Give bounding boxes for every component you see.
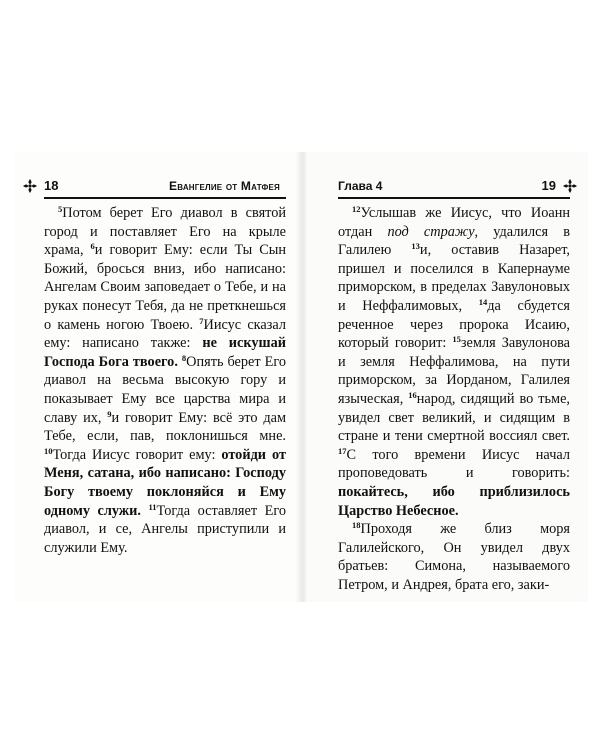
right-page-body (338, 204, 570, 594)
page-number: 18 (44, 178, 59, 193)
verse-text: да сбудется реченное через пророка Исаию, который говорит: (338, 297, 570, 352)
verse-number: 7 (199, 315, 204, 326)
verse-number: 9 (107, 408, 112, 419)
paragraph (44, 204, 286, 557)
verse-number: 6 (90, 241, 95, 252)
verse-text: Тогда оставляет Его диавол, и се, Ангелы приступили и служили Ему. (44, 502, 286, 556)
verse-text: Услышав же Иисус, что Иоанн отдан (338, 205, 570, 240)
verse-text: Проходя же близ моря Галилейского, Он увидел двух братьев: Симона, называемого Петром, и Андрея, брата его, заки- (338, 521, 570, 593)
right-page (306, 152, 588, 602)
header-rule (44, 197, 286, 199)
page-number: 19 (541, 178, 556, 193)
verse-number: 15 (452, 334, 461, 345)
header-rule (338, 197, 570, 199)
running-title: Глава 4 (338, 179, 383, 193)
verse-number: 17 (338, 445, 347, 456)
verse-emphasis: отойди от Меня, сатана, ибо написано: Господу Богу твоему поклоняйся и Ему одному служи. (44, 446, 286, 519)
verse-text: и говорит Ему: если Ты Сын Божий, бросься вниз, ибо написано: Ангелам Своим заповедает о Тебе, и на руках понесут Тебя, да не преткнешься о камень ногою Твоею. (44, 242, 286, 333)
verse-number: 11 (148, 501, 157, 512)
verse-number: 18 (352, 520, 361, 531)
verse-text: Потом берет Его диавол в святой город и поставляет Его на крыле храма, (44, 205, 286, 259)
verse-text: Тогда Иисус говорит ему: (52, 446, 222, 463)
verse-number: 8 (181, 352, 187, 363)
verse-number: 10 (44, 445, 53, 456)
verse-text: Опять берет Его диавол на весьма высокую гору и показывает Ему все царства мира и славу их, (44, 353, 287, 426)
verse-number: 13 (411, 241, 420, 252)
verse-text: народ, сидящий во тьме, увидел свет великий, и сидящим в стране и тени смертной воссиял свет. (338, 390, 570, 445)
book-spread (0, 152, 600, 602)
verse-text: и говорит Ему: всё это дам Тебе, если, пав, поклонишься мне. (44, 409, 286, 445)
verse-number: 12 (352, 204, 361, 214)
verse-text: Иисус сказал ему: написано также: (44, 316, 286, 352)
verse-text: и, оставив Назарет, пришел и поселился в Капернауме приморском, в пределах Завулоновых и Неффалимовых, (338, 242, 570, 314)
paragraph (338, 204, 570, 520)
left-page (14, 152, 302, 602)
fleuron-ornament-icon (562, 178, 578, 194)
verse-emphasis: не искушай Господа Бога твоего. (44, 335, 286, 370)
verse-number: 16 (408, 389, 417, 400)
running-title: Евангелие от Матфея (169, 179, 280, 193)
verse-text: земля Завулонова и земля Неффалимова, на пути приморском, за Иорданом, Галилея языческая, (338, 335, 571, 407)
right-page-header (316, 178, 578, 194)
verse-emphasis: покайтесь, ибо приблизилось Царство Небесное. (338, 483, 570, 519)
verse-number: 14 (478, 296, 488, 307)
paragraph (338, 520, 570, 594)
left-page-header (22, 178, 294, 194)
fleuron-ornament-icon (22, 178, 38, 194)
left-page-body (44, 204, 286, 557)
verse-text: , удалился в Галилею (338, 223, 570, 259)
verse-text: С того времени Иисус начал проповедовать и говорить: (338, 446, 570, 482)
verse-number: 5 (58, 204, 63, 214)
verse-italic: под стражу (387, 223, 475, 240)
